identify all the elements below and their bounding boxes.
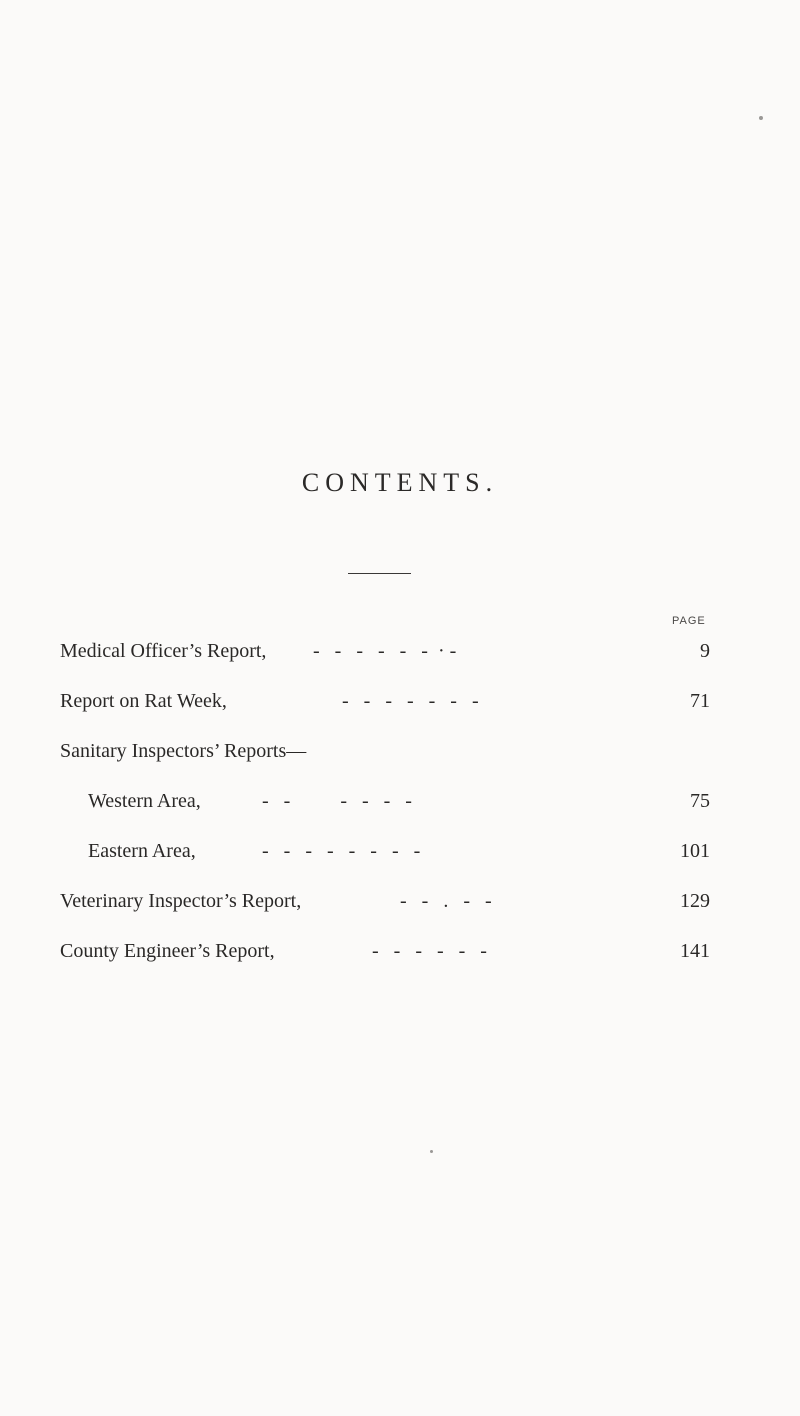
dot-leaders: - - - - - - · - — [313, 640, 457, 662]
dot-leaders: - - - - - - — [262, 790, 412, 812]
toc-entry-label: Eastern Area, — [88, 840, 196, 862]
page-column-label: PAGE — [672, 615, 706, 627]
dot-leaders: - - - - - - - — [342, 690, 479, 712]
title-divider — [348, 573, 411, 574]
toc-entry-label: Veterinary Inspector’s Report, — [60, 890, 302, 912]
toc-entry-rat-week[interactable] — [0, 687, 800, 715]
page-title: CONTENTS. — [301, 468, 499, 497]
toc-entry-page: 75 — [690, 790, 710, 812]
toc-entry-page: 101 — [680, 840, 710, 862]
paper-speck — [759, 116, 763, 120]
toc-entry-page: 9 — [700, 640, 710, 662]
toc-entry-page: 71 — [690, 690, 710, 712]
toc-entry-western-area[interactable] — [0, 787, 800, 815]
dot-leaders: - - - - - - - - — [262, 840, 421, 862]
toc-entry-label: County Engineer’s Report, — [60, 940, 275, 962]
toc-entry-sanitary-inspectors[interactable] — [0, 737, 800, 765]
toc-entry-label: Report on Rat Week, — [60, 690, 227, 712]
toc-entry-page: 129 — [680, 890, 710, 912]
toc-entry-page: 141 — [680, 940, 710, 962]
toc-entry-county-engineer[interactable] — [0, 937, 800, 965]
toc-entry-label: Western Area, — [88, 790, 201, 812]
dot-leaders: - - . - - — [400, 890, 492, 912]
paper-speck — [430, 1150, 433, 1153]
dot-leaders: - - - - - - — [372, 940, 487, 962]
toc-entry-veterinary-inspector[interactable] — [0, 887, 800, 915]
toc-entry-eastern-area[interactable] — [0, 837, 800, 865]
toc-entry-label: Medical Officer’s Report, — [60, 640, 267, 662]
toc-entry-medical-officer[interactable] — [0, 637, 800, 665]
toc-entry-label: Sanitary Inspectors’ Reports— — [60, 740, 307, 762]
